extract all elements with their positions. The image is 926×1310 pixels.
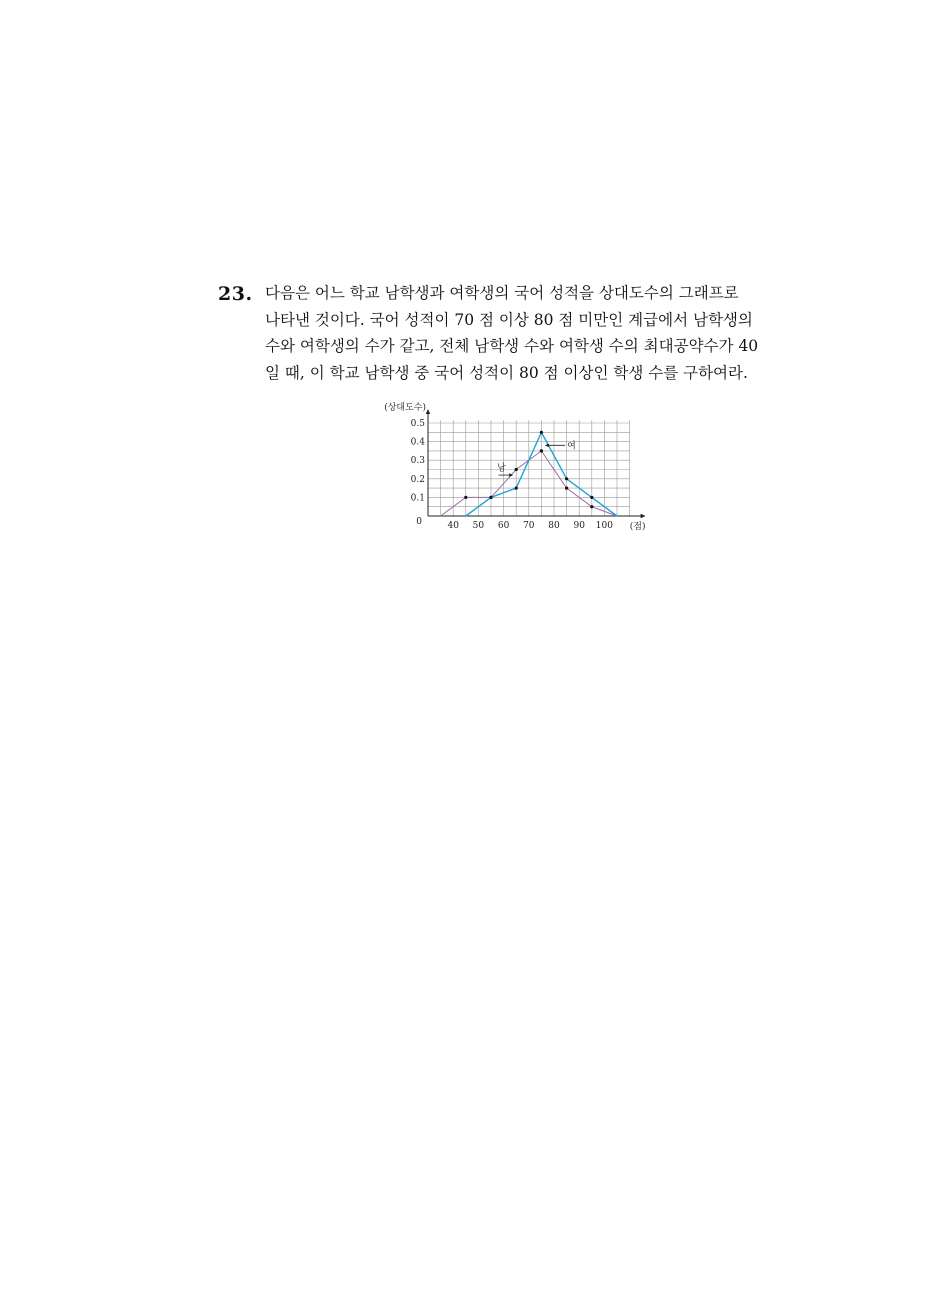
chart-grid (428, 420, 630, 516)
question-line: 다음은 어느 학교 남학생과 여학생의 국어 성적을 상대도수의 그래프로 (265, 284, 739, 302)
y-tick-label: 0.5 (410, 419, 425, 429)
data-point (489, 496, 492, 499)
x-tick-label: 60 (497, 521, 510, 531)
question-line: 일 때, 이 학교 남학생 중 국어 성적이 80 점 이상인 학생 수를 구하여라. (265, 363, 748, 382)
data-point (590, 505, 593, 508)
data-point (565, 487, 568, 490)
question-line: 나타낸 것이다. 국어 성적이 70 점 이상 80 점 미만인 계급에서 남학생의 (265, 310, 753, 329)
x-tick-label: 70 (523, 521, 535, 531)
chart-svg (368, 395, 648, 540)
data-point (515, 468, 518, 471)
series-label-female: 여 (567, 441, 576, 452)
x-axis-arrow (641, 514, 646, 518)
x-tick-label: 100 (595, 521, 613, 531)
origin-label: 0 (416, 517, 422, 527)
x-tick-label: 40 (447, 521, 459, 531)
data-point (464, 496, 467, 499)
data-point (540, 449, 543, 452)
data-point (540, 431, 543, 434)
y-tick-label: 0.4 (410, 437, 425, 448)
x-axis-label: (점) (629, 522, 646, 532)
y-tick-label: 0.1 (410, 493, 425, 504)
relative-frequency-chart (368, 395, 648, 540)
series-label-male: 남 (497, 463, 506, 474)
y-axis-arrow (426, 409, 430, 414)
x-tick-label: 50 (472, 521, 485, 531)
data-point (515, 487, 518, 490)
data-point (565, 477, 568, 480)
x-tick-label: 90 (573, 521, 585, 531)
chart-axes (426, 409, 646, 518)
y-tick-label: 0.3 (410, 456, 425, 467)
x-tick-label: 80 (548, 521, 560, 531)
y-axis-label: (상대도수) (384, 403, 426, 413)
question-number: 23. (218, 283, 253, 305)
female-pointer-arrow (545, 444, 549, 448)
question-line: 수와 여학생의 수가 같고, 전체 남학생 수와 여학생 수의 최대공약수가 40 (265, 337, 759, 355)
y-tick-label: 0.2 (410, 474, 425, 485)
question-text (265, 280, 785, 386)
data-point (590, 496, 593, 499)
